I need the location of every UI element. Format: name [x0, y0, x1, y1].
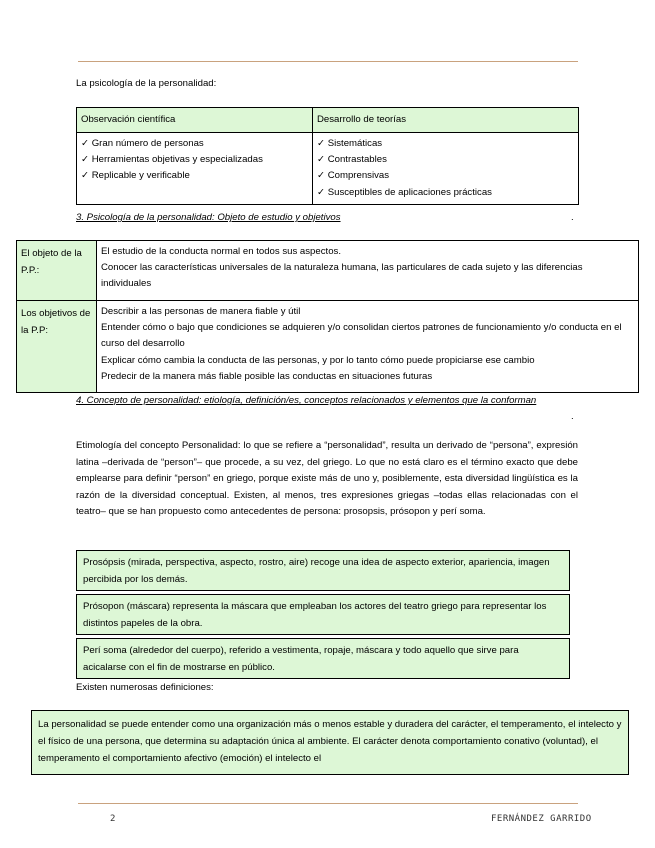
- definitions-intro: Existen numerosas definiciones:: [76, 682, 214, 693]
- header-rule: [78, 61, 578, 62]
- list-item: ✓ Sistemáticas: [317, 138, 383, 149]
- footer-rule: [78, 803, 578, 804]
- objetivos-line: Explicar cómo cambia la conducta de las personas, y por lo tanto cómo puede propiciarse ese cambio: [101, 354, 535, 366]
- list-item: ✓ Comprensivas: [317, 170, 390, 182]
- observacion-cell: [77, 133, 313, 205]
- list-item: ✓ Herramientas objetivas y especializadas: [81, 154, 263, 166]
- label-objeto: El objeto de la P.P.:: [17, 241, 97, 301]
- heading-section-4: 4. Concepto de personalidad: etiología, definición/es, conceptos relacionados y elementos que la conforman: [76, 395, 537, 406]
- heading-section-3-dot: .: [571, 212, 574, 223]
- objectives-table: [16, 240, 639, 393]
- term-box-prosopon: Prósopon (máscara) representa la máscara que empleaban los actores del teatro griego para representar los distintos papeles de la obra.: [76, 594, 570, 635]
- header-desarrollo: Desarrollo de teorías: [313, 108, 579, 133]
- label-objetivos: Los objetivos de la P.P:: [17, 301, 97, 393]
- objetivos-text: [97, 301, 639, 393]
- header-observacion: Observación científica: [77, 108, 313, 133]
- list-item: ✓ Susceptibles de aplicaciones prácticas: [317, 186, 492, 198]
- heading-section-4-dot: .: [571, 411, 574, 422]
- term-box-peri-soma: Perí soma (alrededor del cuerpo), referido a vestimenta, ropaje, máscara y todo aquello que sirve para acicalarse con el fin de mostrarse en público.: [76, 638, 570, 679]
- definition-box: La personalidad se puede entender como una organización más o menos estable y duradera del carácter, el temperamento, el intelecto y el físico de una persona, que determina su adaptación única al ambiente. El carácter denota comportamiento conativo (voluntad), el temperamento el comportamiento afectivo (emoción) el intelecto el: [31, 710, 629, 775]
- section-title: La psicología de la personalidad:: [76, 78, 217, 89]
- page-number: 2: [110, 814, 116, 824]
- list-item: ✓ Gran número de personas: [81, 138, 204, 149]
- heading-section-3: 3. Psicología de la personalidad: Objeto de estudio y objetivos: [76, 212, 341, 223]
- list-item: ✓ Contrastables: [317, 154, 387, 166]
- list-item: ✓ Replicable y verificable: [81, 170, 190, 182]
- footer-author: FERNÁNDEZ GARRIDO: [491, 814, 592, 824]
- term-box-prosopsis: Prosópsis (mirada, perspectiva, aspecto, rostro, aire) recoge una idea de aspecto exterior, apariencia, imagen percibida por los demás.: [76, 550, 570, 591]
- objeto-text: [97, 241, 639, 301]
- desarrollo-cell: [313, 133, 579, 205]
- objetivos-line: Predecir de la manera más fiable posible las conductas en situaciones futuras: [101, 370, 433, 382]
- etymology-paragraph: Etimología del concepto Personalidad: lo que se refiere a “personalidad”, resulta un derivado de “persona”, expresión latina –derivada de “person”– que procede, a su vez, del griego. Lo que no está claro es el término exacto que debe emplearse para definir “person” en griego, porque existe más de uno y, posiblemente, esta diversidad lingüística es la razón de la diversidad conceptual. Existen, al menos, tres expresiones griegas –todas ellas relacionadas con el teatro– que se han propuesto como antecedentes de persona: prosopsis, prósopon y perí soma.: [76, 440, 578, 518]
- objetivos-line: Entender cómo o bajo que condiciones se adquieren y/o consolidan ciertos patrones de funcionamiento y/o conducta en el curso del desarrollo: [101, 322, 622, 350]
- objeto-line: Conocer las características universales de la naturaleza humana, las particulares de cada sujeto y las diferencias individuales: [101, 262, 583, 290]
- psychology-table: [76, 107, 579, 205]
- objetivos-line: Describir a las personas de manera fiable y útil: [101, 306, 301, 317]
- objeto-line: El estudio de la conducta normal en todos sus aspectos.: [101, 246, 341, 257]
